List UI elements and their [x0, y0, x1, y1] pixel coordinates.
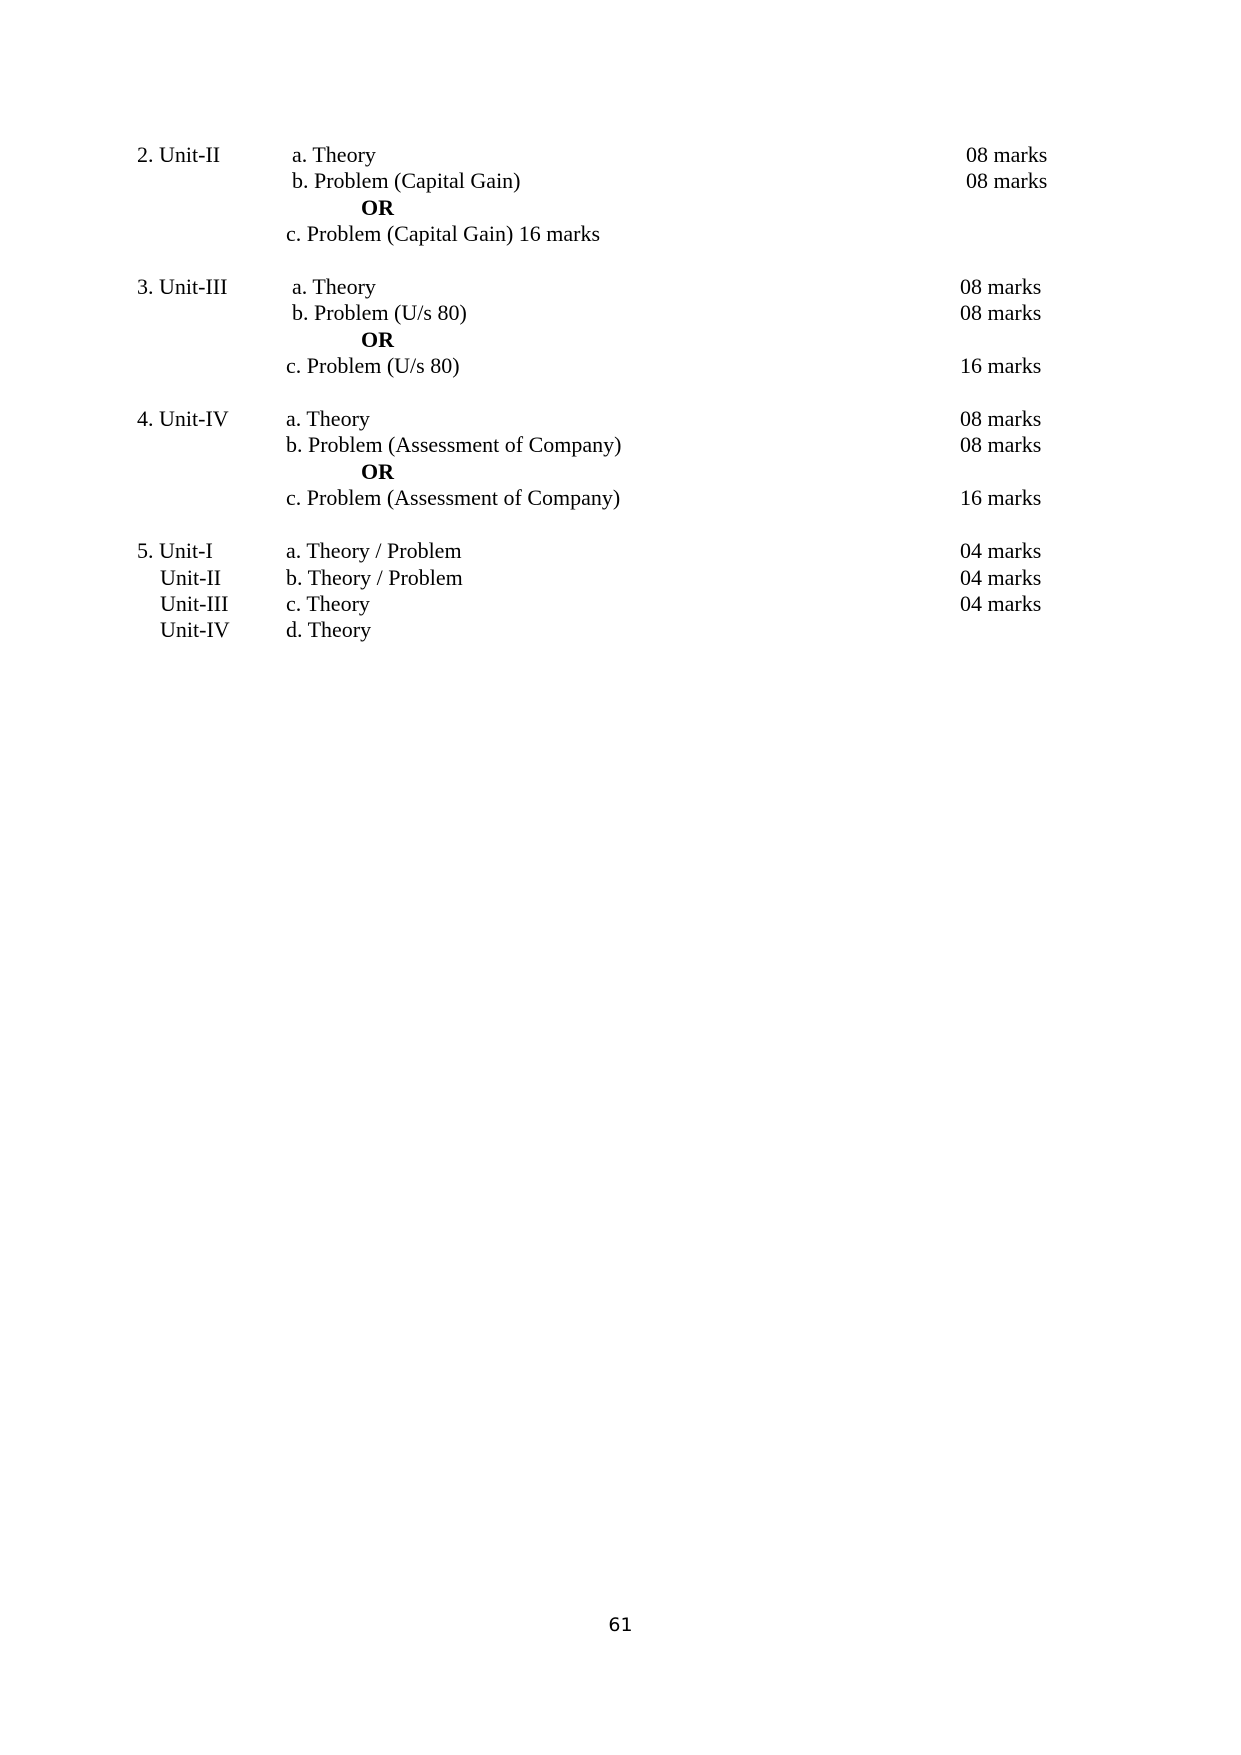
item: b. Theory / Problem [286, 565, 463, 590]
item: d. Theory [286, 617, 372, 642]
unit-label: Unit-III [160, 591, 229, 616]
item-c-marks: 16 marks [960, 485, 1042, 510]
item-b: b. Problem (Capital Gain) [292, 168, 521, 193]
item-a: a. Theory [286, 406, 370, 431]
item-b: b. Problem (Assessment of Company) [286, 432, 622, 457]
item-b-marks: 08 marks [960, 300, 1042, 325]
item-b-marks: 08 marks [966, 168, 1048, 193]
or-label: OR [361, 327, 394, 352]
item: a. Theory / Problem [286, 538, 462, 563]
item-a-marks: 08 marks [966, 142, 1048, 167]
unit-label: Unit-IV [160, 617, 230, 642]
unit-label: 2. Unit-II [137, 142, 221, 167]
item-a: a. Theory [292, 142, 376, 167]
unit-label: 3. Unit-III [137, 274, 228, 299]
item-marks: 04 marks [960, 565, 1042, 590]
item-a-marks: 08 marks [960, 406, 1042, 431]
item-marks: 04 marks [960, 538, 1042, 563]
item-b: b. Problem (U/s 80) [292, 300, 467, 325]
page-number: 61 [608, 1614, 633, 1636]
item-marks: 04 marks [960, 591, 1042, 616]
item-c-marks: 16 marks [960, 353, 1042, 378]
or-label: OR [361, 195, 394, 220]
or-label: OR [361, 459, 394, 484]
unit-label: Unit-II [160, 565, 222, 590]
item-a: a. Theory [292, 274, 376, 299]
item-c: c. Problem (U/s 80) [286, 353, 460, 378]
unit-label: 4. Unit-IV [137, 406, 229, 431]
item-c: c. Problem (Assessment of Company) [286, 485, 621, 510]
item: c. Theory [286, 591, 370, 616]
item-a-marks: 08 marks [960, 274, 1042, 299]
item-c: c. Problem (Capital Gain) 16 marks [286, 221, 601, 246]
unit-label: 5. Unit-I [137, 538, 213, 563]
item-b-marks: 08 marks [960, 432, 1042, 457]
